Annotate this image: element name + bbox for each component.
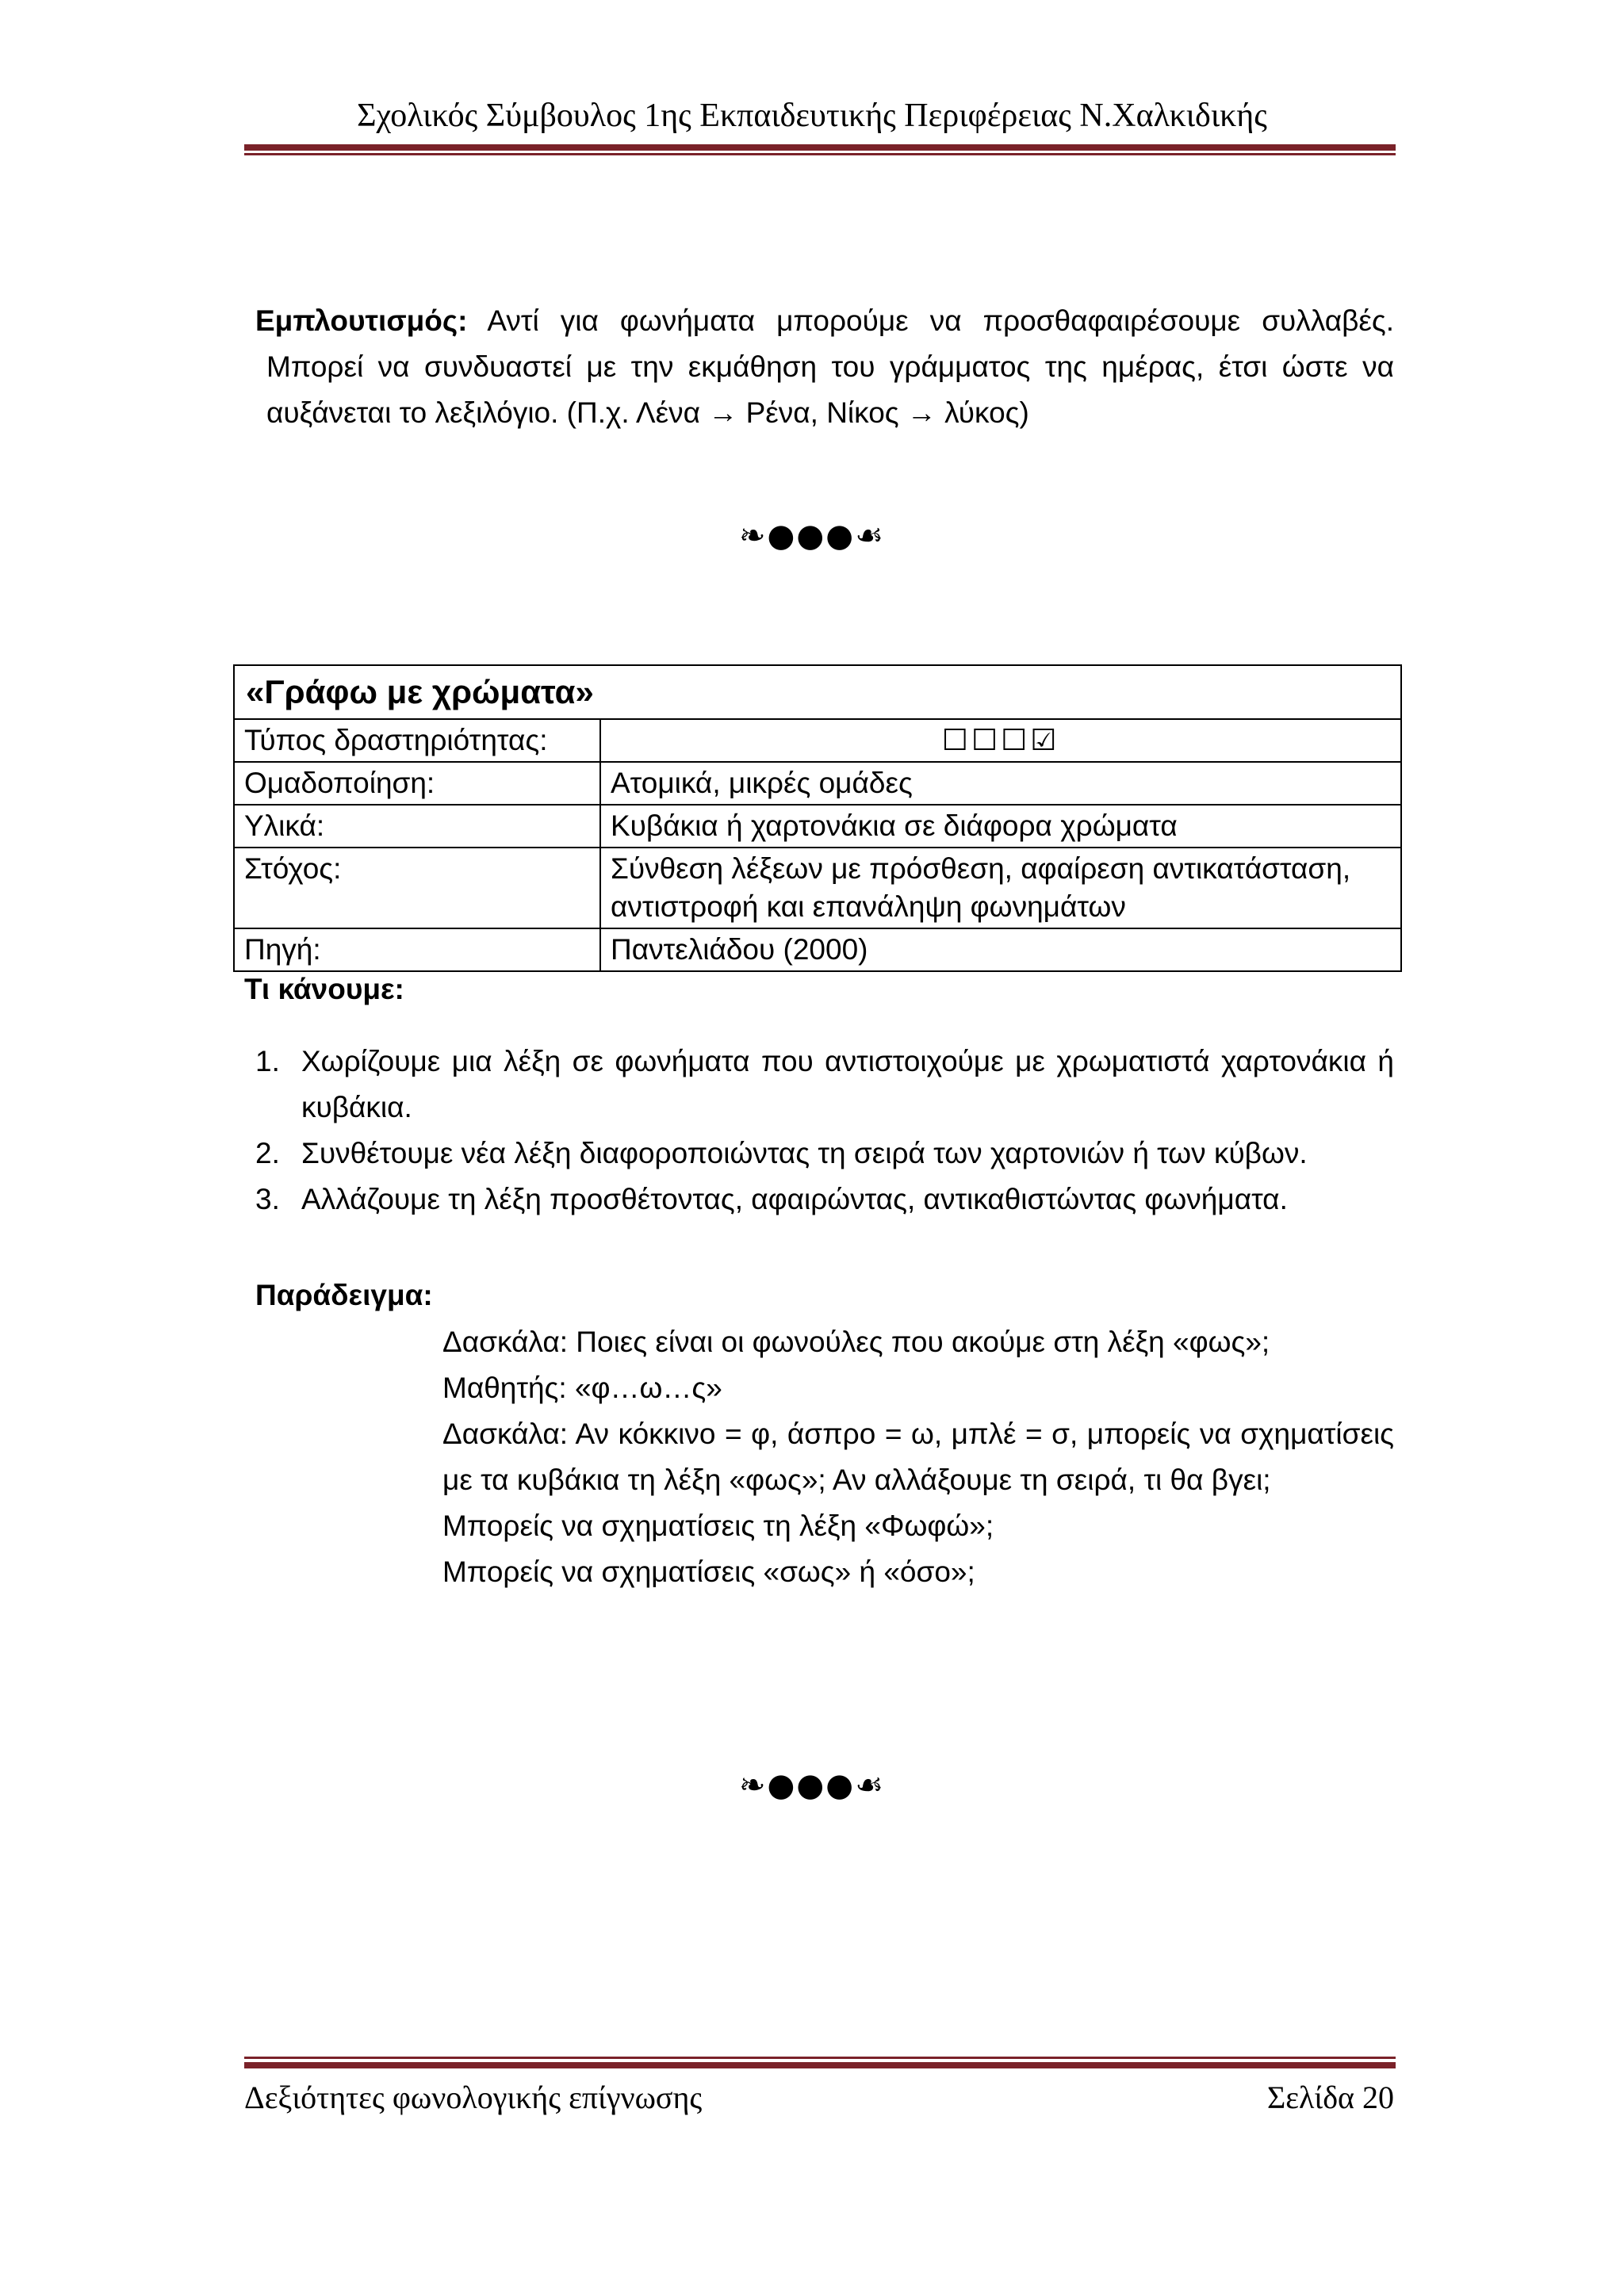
table-row (234, 928, 1401, 971)
table-row (234, 719, 1401, 762)
step-number: 3. (255, 1183, 280, 1215)
row-label-materials: Υλικά: (234, 805, 600, 848)
step-text: Χωρίζουμε μια λέξη σε φωνήματα που αντιστοιχούμε με χρωματιστά χαρτονάκια ή κυβάκια. (301, 1045, 1394, 1123)
step-text: Αλλάζουμε τη λέξη προσθέτοντας, αφαιρώντας, αντικαθιστώντας φωνήματα. (301, 1183, 1288, 1215)
enrichment-line-1: Εμπλουτισμός: Αντί για φωνήματα μπορούμε να προσθαφαιρέσουμε συλλαβές. (255, 304, 1394, 337)
row-value-source: Παντελιάδου (2000) (600, 928, 1401, 971)
row-label-goal: Στόχος: (234, 848, 600, 928)
header-rule-thin (244, 153, 1396, 155)
footer-rule-thin (244, 2057, 1396, 2059)
activity-info-table (233, 664, 1402, 972)
header-rule-thick (244, 144, 1396, 151)
section-ornament-top: ❧●●●☙ (738, 518, 886, 554)
footer-rule-thick (244, 2062, 1396, 2068)
enrichment-line-3: αυξάνεται το λεξιλόγιο. (Π.χ. Λένα → Ρένα, Νίκος → λύκος) (266, 396, 1029, 429)
table-row (234, 762, 1401, 805)
step-text: Συνθέτουμε νέα λέξη διαφοροποιώντας τη σειρά των χαρτονιών ή των κύβων. (301, 1137, 1308, 1169)
example-dialog (442, 1319, 1394, 1595)
page-header-title: Σχολικός Σύμβουλος 1ης Εκπαιδευτικής Περιφέρειας Ν.Χαλκιδικής (357, 98, 1267, 134)
enrichment-label: Εμπλουτισμός: (255, 304, 468, 337)
list-item (244, 1131, 1394, 1177)
section-ornament-bottom: ❧●●●☙ (738, 1767, 886, 1804)
row-value-goal: Σύνθεση λέξεων με πρόσθεση, αφαίρεση αντικατάσταση, αντιστροφή και επανάληψη φωνημάτων (600, 848, 1401, 928)
row-value-grouping: Ατομικά, μικρές ομάδες (600, 762, 1401, 805)
activity-title: «Γράφω με χρώματα» (234, 665, 1401, 719)
list-item (244, 1177, 1394, 1223)
table-title-row (234, 665, 1401, 719)
row-value-materials: Κυβάκια ή χαρτονάκια σε διάφορα χρώματα (600, 805, 1401, 848)
step-number: 2. (255, 1137, 280, 1169)
dialog-line: Μαθητής: «φ…ω…ς» (442, 1372, 722, 1404)
dialog-line: Δασκάλα: Αν κόκκινο = φ, άσπρο = ω, μπλέ = σ, μπορείς να σχηματίσεις με τα κυβάκια τη λέξη «φως»; Αν αλλάξουμε τη σειρά, τι θα βγει; (442, 1418, 1394, 1496)
footer-document-title: Δεξιότητες φωνολογικής επίγνωσης (244, 2080, 703, 2115)
row-label-type: Τύπος δραστηριότητας: (234, 719, 600, 762)
enrichment-paragraph (255, 298, 1394, 436)
list-item (244, 1039, 1394, 1131)
dialog-line: Δασκάλα: Ποιες είναι οι φωνούλες που ακούμε στη λέξη «φως»; (442, 1326, 1270, 1358)
example-heading: Παράδειγμα: (255, 1279, 433, 1311)
activity-type-checkboxes: ☐☐☐☑ (600, 719, 1401, 762)
dialog-line: Μπορείς να σχηματίσεις «σως» ή «όσο»; (442, 1556, 975, 1588)
enrichment-line-2: Μπορεί να συνδυαστεί με την εκμάθηση του γράμματος της ημέρας, έτσι ώστε να (266, 350, 1394, 383)
row-label-source: Πηγή: (234, 928, 600, 971)
row-label-grouping: Ομαδοποίηση: (234, 762, 600, 805)
step-number: 1. (255, 1045, 280, 1077)
dialog-line: Μπορείς να σχηματίσεις τη λέξη «Φωφώ»; (442, 1510, 994, 1542)
table-row (234, 805, 1401, 848)
steps-list (244, 1039, 1394, 1223)
what-we-do-heading: Τι κάνουμε: (244, 973, 404, 1005)
footer-page-number: Σελίδα 20 (1266, 2080, 1394, 2115)
table-row (234, 848, 1401, 928)
